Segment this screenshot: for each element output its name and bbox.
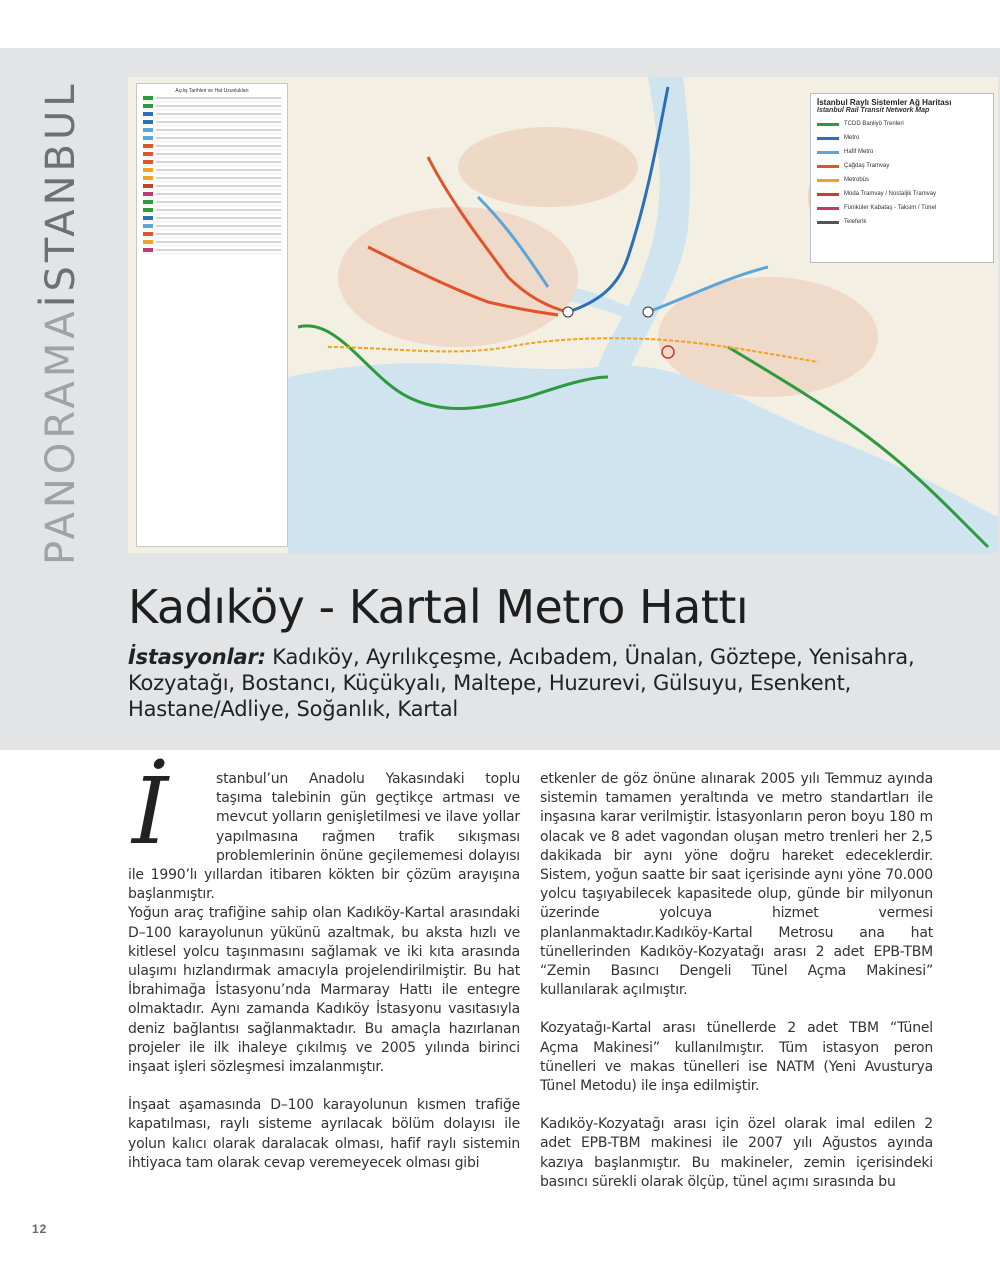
legend-row bbox=[143, 102, 281, 110]
legend-row bbox=[143, 206, 281, 214]
legend-row bbox=[143, 126, 281, 134]
legend-item-suburban: TCDD Banliyö Trenleri bbox=[811, 117, 993, 131]
article-title: Kadıköy - Kartal Metro Hattı bbox=[128, 580, 749, 634]
legend-item-nostalgic-tram: Moda Tramvay / Nostaljik Tramvay bbox=[811, 187, 993, 201]
map-title-en: Istanbul Rail Transit Network Map bbox=[817, 107, 930, 114]
legend-item-cable-car: Teleferik bbox=[811, 215, 993, 229]
legend-row bbox=[143, 198, 281, 206]
legend-row bbox=[143, 150, 281, 158]
left-column bbox=[128, 758, 520, 1173]
station-marker bbox=[563, 307, 573, 317]
legend-item-funicular: Füniküler Kabataş - Taksim / Tünel bbox=[811, 201, 993, 215]
legend-row bbox=[143, 182, 281, 190]
drop-cap: İ bbox=[132, 758, 169, 865]
paragraph: Kozyatağı-Kartal arası tünellerde 2 adet TBM “Tünel Açma Makinesi” kullanılmıştır. Tüm istasyon peron tünelleri ve makas tünelleri ise NATM (Yeni Avusturya Tünel Metodu) ile inşa edilmiştir. bbox=[540, 1020, 933, 1095]
network-legend bbox=[810, 93, 994, 263]
sea-area bbox=[288, 363, 998, 553]
legend-row bbox=[143, 246, 281, 254]
paragraph: İ stanbul’un Anadolu Yakasındaki toplu taşıma talebinin gün geçtikçe artması ve mevcut yolların genişletilmesi ve ilave yollar yapılmasına rağmen trafik sıkışması problemlerinin önüne geçilememesi dolayısı ile 1990’lı yıllardan itibaren kökten bir çözüm arayışına başlanmıştır. bbox=[128, 758, 520, 903]
opening-dates-legend bbox=[136, 83, 288, 547]
stations-names: Kadıköy, Ayrılıkçeşme, Acıbadem, Ünalan, Göztepe, Yenisahra, Kozyatağı, Bostancı, Küçükyalı, Maltepe, Huzurevi, Gülsuyu, Esenkent, Hastane/Adliye, Soğanlık, Kartal bbox=[128, 645, 915, 721]
map-title-tr: İstanbul Raylı Sistemler Ağ Haritası bbox=[817, 98, 952, 107]
section-label bbox=[38, 80, 84, 565]
legend-item-metrobus: Metrobüs bbox=[811, 173, 993, 187]
legend-row bbox=[143, 94, 281, 102]
legend-row bbox=[143, 174, 281, 182]
paragraph: Yoğun araç trafiğine sahip olan Kadıköy-Kartal arasındaki D–100 karayolunun yükünü azaltmak, bu aksta hızlı ve kitlesel yolcu taşınmasını sağlamak ve iki kıta arasında ulaşımı hızlandırmak amacıyla projelendirilmiştir. Bu hat İbrahimağa İstasyonu’nda Marmaray Hattı ile entegre olmaktadır. Aynı zamanda Kadıköy İstasyonu vasıtasıyla deniz bağlantısı sağlanmaktadır. Bu amaçla hazırlanan projeler ile ilk ihaleye çıkılmış ve 2005 yılında birinci inşaat işleri sözleşmesi imzalanmıştır. bbox=[128, 905, 520, 1076]
right-column bbox=[540, 770, 933, 1192]
page-number: 12 bbox=[32, 1222, 48, 1236]
section-label-thin: PANORAMA bbox=[38, 307, 84, 565]
paragraph: Kadıköy-Kozyatağı arası için özel olarak imal edilen 2 adet EPB-TBM makinesi ile 2007 yılı Ağustos ayında kazıya başlanmıştır. Bu makineler, zemin içerisindeki basıncı sürekli olarak ölçüp, tünel açımı sırasında bu bbox=[540, 1116, 933, 1190]
opening-dates-title: Açılış Tarihleri ve Hat Uzunlukları bbox=[175, 88, 249, 94]
legend-row bbox=[143, 190, 281, 198]
paragraph: İnşaat aşamasında D–100 karayolunun kısmen trafiğe kapatılması, raylı sisteme ayrılacak bölüm dolayısı ile yolun kalıcı olarak daralacak olması, hafif raylı sistemin ihtiyaca tam olarak cevap veremeyecek olması gibi bbox=[128, 1097, 520, 1171]
legend-row bbox=[143, 110, 281, 118]
rail-network-map bbox=[128, 77, 998, 553]
legend-row bbox=[143, 222, 281, 230]
legend-row bbox=[143, 230, 281, 238]
section-label-bold: İSTANBUL bbox=[38, 80, 84, 308]
legend-row bbox=[143, 238, 281, 246]
legend-row bbox=[143, 142, 281, 150]
legend-item-light-metro: Hafif Metro bbox=[811, 145, 993, 159]
legend-row bbox=[143, 134, 281, 142]
paragraph: etkenler de göz önüne alınarak 2005 yılı Temmuz ayında sistemin tamamen yeraltında ve metro standartları ile inşasına karar verilmiştir. İstasyonların peron boyu 180 m olacak ve 8 adet vagondan oluşan metro trenleri her 2,5 dakikada bir aynı yöne doğru hareket edeceklerdir. Sistem, yoğun saatte bir saat içerisinde aynı yöne 70.000 yolcu taşıyabilecek kapasitede olup, günde bir milyonun üzerinde yolcuya hizmet vermesi planlanmaktadır.Kadıköy-Kartal Metrosu ana hat tünellerinden Kadıköy-Kozyatağı arası 2 adet EPB-TBM “Zemin Basıncı Dengeli Tünel Açma Makinesi” kullanılarak açılmıştır. bbox=[540, 771, 933, 999]
station-marker bbox=[643, 307, 653, 317]
legend-row bbox=[143, 118, 281, 126]
legend-row bbox=[143, 166, 281, 174]
urban-area bbox=[458, 127, 638, 207]
stations-list bbox=[128, 644, 966, 722]
legend-item-tram: Çağdaş Tramvay bbox=[811, 159, 993, 173]
stations-label: İstasyonlar: bbox=[128, 645, 266, 669]
legend-row bbox=[143, 214, 281, 222]
legend-row bbox=[143, 158, 281, 166]
legend-item-metro: Metro bbox=[811, 131, 993, 145]
